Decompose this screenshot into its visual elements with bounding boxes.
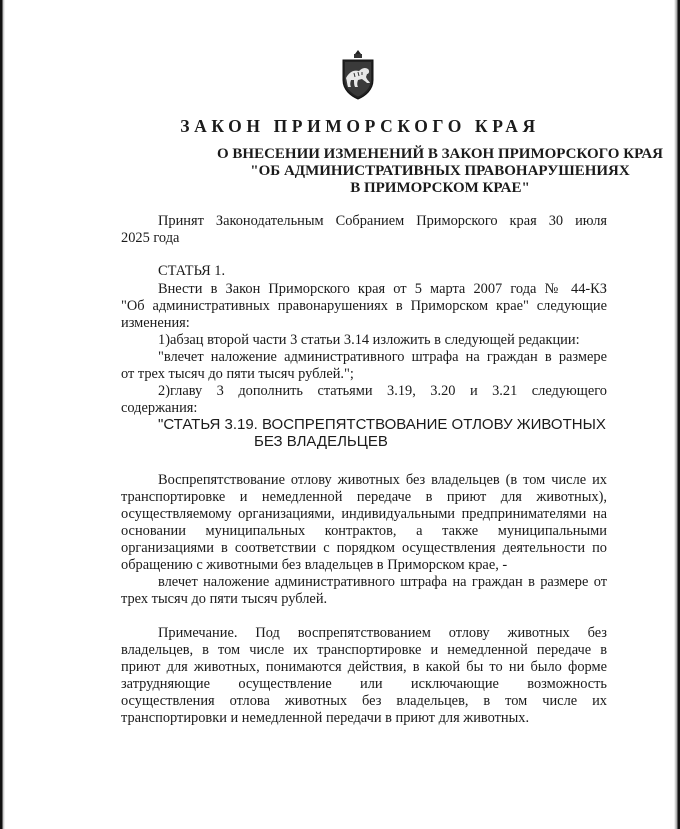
new-article-heading: БЕЗ ВЛАДЕЛЬЦЕВ: [254, 433, 388, 450]
article-text-line: изменения:: [121, 315, 190, 331]
note-line: владельцев, в том числе их транспортировке и немедленной передаче в: [121, 642, 607, 658]
new-article-heading: "СТАТЬЯ 3.19. ВОСПРЕПЯТСТВОВАНИЕ ОТЛОВУ ЖИВОТНЫХ: [158, 416, 606, 433]
paragraph-line: трех тысяч до пяти тысяч рублей.: [121, 591, 328, 607]
article-text-line: 1)абзац второй части 3 статьи 3.14 изложить в следующей редакции:: [158, 332, 580, 348]
article-text-line: от трех тысяч до пяти тысяч рублей.";: [121, 366, 354, 382]
law-title: ЗАКОН ПРИМОРСКОГО КРАЯ: [180, 116, 540, 136]
article-text-line: "влечет наложение административного штрафа на граждан в размере: [158, 349, 607, 365]
adoption-text: 2025 года: [121, 230, 180, 246]
adoption-text: Принят Законодательным Собранием Приморского края 30 июля: [158, 213, 607, 229]
coat-of-arms-icon: [340, 50, 376, 100]
article-text-line: "Об административных правонарушениях в Приморском крае" следующие: [121, 298, 607, 314]
note-line: приют для животных, понимаются действия, в какой бы то ни было форме: [121, 659, 607, 675]
paragraph-line: основании муниципальных контрактов, а также муниципальными: [121, 523, 607, 539]
article-heading: СТАТЬЯ 1.: [158, 263, 226, 279]
paragraph-line: транспортировке и немедленной передаче в приют для животных),: [121, 489, 607, 505]
note-line: осуществления отлова животных без владельцев, в том числе их: [121, 693, 607, 709]
paragraph-line: осуществляемому организациями, индивидуальными предпринимателями на: [121, 506, 607, 522]
paragraph-line: обращению с животными без владельцев в Приморском крае, -: [121, 557, 508, 573]
article-text-line: 2)главу 3 дополнить статьями 3.19, 3.20 и 3.21 следующего: [158, 383, 607, 399]
paragraph-line: организациями в соответствии с порядком осуществления деятельности по: [121, 540, 607, 556]
law-subtitle-line: "ОБ АДМИНИСТРАТИВНЫХ ПРАВОНАРУШЕНИЯХ: [250, 163, 630, 179]
law-subtitle-line: О ВНЕСЕНИИ ИЗМЕНЕНИЙ В ЗАКОН ПРИМОРСКОГО КРАЯ: [217, 146, 663, 162]
paragraph-line: Воспрепятствование отлову животных без владельцев (в том числе их: [158, 472, 607, 488]
article-text-line: содержания:: [121, 400, 198, 416]
note-line: Примечание. Под воспрепятствованием отлову животных без: [158, 625, 607, 641]
note-line: транспортировки и немедленной передачи в приют для животных.: [121, 710, 530, 726]
law-subtitle-line: В ПРИМОРСКОМ КРАЕ": [350, 180, 530, 196]
paragraph-line: влечет наложение административного штрафа на граждан в размере от: [158, 574, 607, 590]
article-text-line: Внести в Закон Приморского края от 5 марта 2007 года № 44-КЗ: [158, 281, 607, 297]
note-line: затрудняющие осуществление или исключающие возможность: [121, 676, 607, 692]
